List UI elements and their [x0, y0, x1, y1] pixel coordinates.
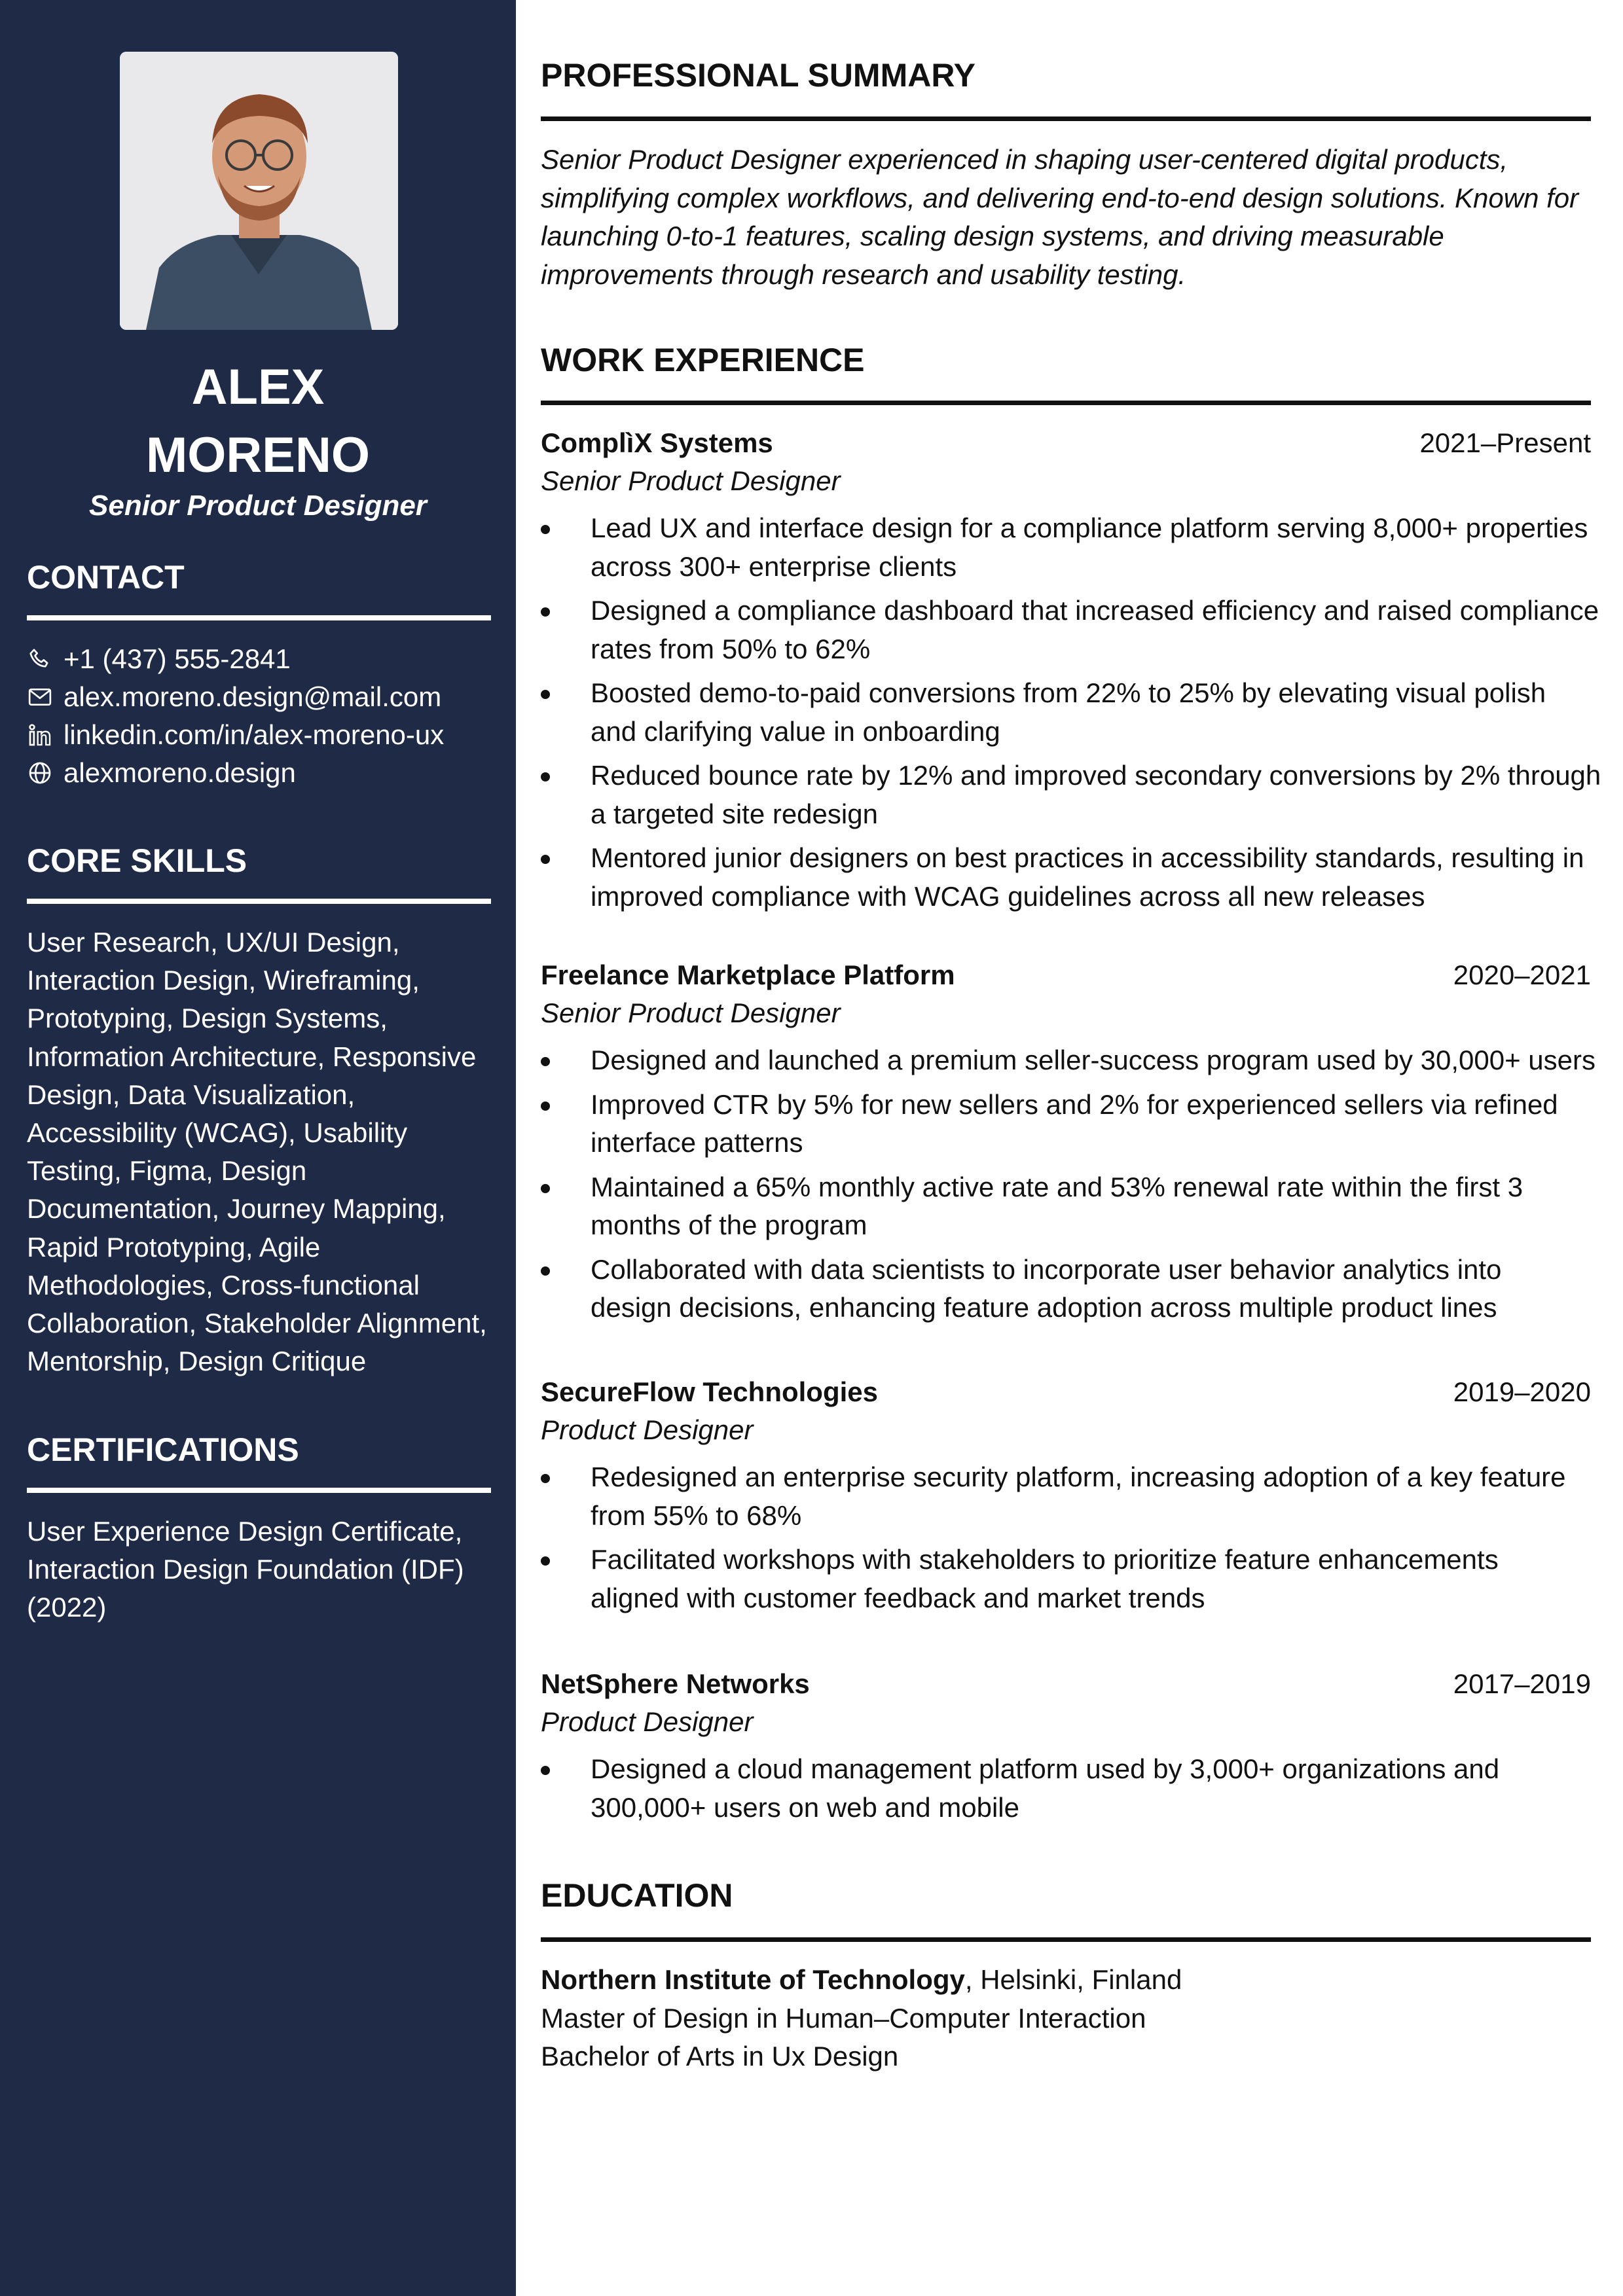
job-entry	[541, 424, 1601, 922]
job-bullet	[541, 1041, 1596, 1080]
job-dates: 2021–Present	[1419, 427, 1591, 458]
contact-divider	[27, 615, 491, 620]
certifications-heading: CERTIFICATIONS	[27, 1431, 299, 1468]
school-line	[541, 1961, 1182, 2000]
experience-divider	[541, 401, 1591, 405]
summary-text	[541, 141, 1591, 294]
skills-line: Collaboration, Stakeholder Alignment,	[27, 1308, 487, 1339]
skills-line: Design, Data Visualization,	[27, 1079, 356, 1110]
job-entry	[541, 956, 1596, 1333]
bullet-line: Facilitated workshops with stakeholders to prioritize feature enhancements	[591, 1544, 1499, 1575]
experience-heading: WORK EXPERIENCE	[541, 342, 865, 378]
mail-icon	[27, 684, 53, 710]
portrait-image	[120, 52, 398, 330]
skills-list	[27, 924, 498, 1380]
globe-icon	[27, 760, 53, 786]
certification-line: User Experience Design Certificate,	[27, 1516, 463, 1547]
skills-divider	[27, 899, 491, 904]
bullet-line: from 55% to 68%	[591, 1499, 802, 1531]
job-bullet	[541, 1168, 1591, 1245]
certifications-divider	[27, 1488, 491, 1493]
job-bullet	[541, 1458, 1591, 1535]
certification-line: Interaction Design Foundation (IDF)	[27, 1554, 464, 1585]
company-name: Freelance Marketplace Platform	[541, 960, 955, 990]
main-content	[541, 0, 1601, 2296]
bullet-line: Designed a compliance dashboard that increased efficiency and raised compliance	[591, 595, 1599, 626]
full-name	[0, 353, 516, 490]
job-bullet	[541, 1750, 1591, 1827]
bullet-line: 300,000+ users on web and mobile	[591, 1791, 1019, 1823]
job-bullet	[541, 757, 1601, 833]
job-bullet	[541, 1086, 1591, 1162]
skills-line: Methodologies, Cross-functional	[27, 1269, 420, 1300]
certifications-list	[27, 1513, 498, 1627]
bullet-line: Improved CTR by 5% for new sellers and 2% for experienced sellers via refined	[591, 1088, 1558, 1120]
job-title: Product Designer	[541, 1706, 754, 1737]
website-url: alexmoreno.design	[64, 757, 296, 788]
bullet-line: Reduced bounce rate by 12% and improved secondary conversions by 2% through	[591, 760, 1601, 791]
phone-number: +1 (437) 555-2841	[64, 643, 291, 674]
degree: Bachelor of Arts in Ux Design	[541, 2041, 899, 2072]
job-title: Product Designer	[541, 1414, 754, 1445]
job-entry	[541, 1665, 1591, 1833]
job-bullet	[541, 1251, 1591, 1327]
skills-line: Interaction Design, Wireframing,	[27, 965, 420, 996]
job-bullet	[541, 839, 1591, 916]
bullet-line: improved compliance with WCAG guidelines across all new releases	[591, 880, 1425, 912]
job-dates: 2020–2021	[1453, 960, 1591, 990]
education-heading: EDUCATION	[541, 1877, 733, 1914]
job-dates: 2019–2020	[1453, 1376, 1591, 1407]
bullet-line: interface patterns	[591, 1127, 803, 1158]
summary-line: Senior Product Designer experienced in shaping user-centered digital products,	[541, 144, 1508, 175]
bullet-line: rates from 50% to 62%	[591, 633, 871, 664]
school-location: , Helsinki, Finland	[964, 1964, 1182, 1995]
skills-line: Documentation, Journey Mapping,	[27, 1193, 446, 1225]
bullet-line: a targeted site redesign	[591, 798, 878, 829]
certification-line: (2022)	[27, 1592, 107, 1623]
contact-website[interactable]	[27, 754, 296, 792]
summary-line: launching 0-to-1 features, scaling design systems, and driving measurable	[541, 221, 1444, 251]
education-divider	[541, 1937, 1591, 1942]
job-bullet	[541, 674, 1591, 751]
skills-line: User Research, UX/UI Design,	[27, 927, 400, 958]
bullet-line: Designed and launched a premium seller-success program used by 30,000+ users	[591, 1045, 1596, 1075]
sidebar	[0, 0, 516, 2296]
bullet-line: Mentored junior designers on best practices in accessibility standards, resulting in	[591, 842, 1584, 873]
email-address: alex.moreno.design@mail.com	[64, 681, 442, 712]
job-role: Senior Product Designer	[89, 490, 427, 522]
bullet-line: Designed a cloud management platform used by 3,000+ organizations and	[591, 1753, 1500, 1784]
first-name: ALEX	[191, 359, 325, 415]
summary-line: improvements through research and usability testing.	[541, 259, 1186, 290]
bullet-line: Redesigned an enterprise security platform, increasing adoption of a key feature	[591, 1462, 1566, 1492]
company-name: NetSphere Networks	[541, 1668, 810, 1699]
summary-divider	[541, 117, 1591, 121]
bullet-line: Boosted demo-to-paid conversions from 22% to 25% by elevating visual polish	[591, 677, 1546, 708]
contact-phone[interactable]	[27, 640, 291, 678]
bullet-line: Collaborated with data scientists to incorporate user behavior analytics into	[591, 1253, 1502, 1285]
linkedin-icon	[27, 722, 53, 748]
job-bullet	[541, 1541, 1591, 1617]
company-name: ComplìX Systems	[541, 427, 773, 458]
bullet-line: Maintained a 65% monthly active rate and 53% renewal rate within the first 3	[591, 1171, 1523, 1202]
skills-line: Prototyping, Design Systems,	[27, 1003, 388, 1034]
school-name: Northern Institute of Technology	[541, 1964, 965, 1995]
bullet-line: design decisions, enhancing feature adoption across multiple product lines	[591, 1292, 1497, 1323]
bullet-line: and clarifying value in onboarding	[591, 715, 1000, 747]
contact-heading: CONTACT	[27, 559, 185, 596]
education-entry	[541, 1961, 1182, 2076]
contact-linkedin[interactable]	[27, 716, 444, 754]
bullet-line: across 300+ enterprise clients	[591, 550, 957, 582]
degree: Master of Design in Human–Computer Interaction	[541, 2002, 1146, 2034]
skills-line: Rapid Prototyping, Agile	[27, 1231, 321, 1263]
skills-line: Information Architecture, Responsive	[27, 1041, 477, 1072]
bullet-line: months of the program	[591, 1210, 867, 1240]
contact-email[interactable]	[27, 678, 441, 716]
profile-photo	[120, 52, 398, 330]
skills-line: Mentorship, Design Critique	[27, 1346, 367, 1377]
linkedin-url: linkedin.com/in/alex-moreno-ux	[64, 719, 445, 750]
job-title: Senior Product Designer	[541, 465, 841, 496]
last-name: MORENO	[146, 427, 370, 483]
summary-heading: PROFESSIONAL SUMMARY	[541, 57, 976, 94]
job-bullet	[541, 592, 1599, 668]
phone-icon	[27, 646, 53, 672]
job-title: Senior Product Designer	[541, 997, 841, 1028]
job-bullet	[541, 509, 1591, 586]
job-entry	[541, 1373, 1591, 1623]
company-name: SecureFlow Technologies	[541, 1376, 878, 1407]
bullet-line: aligned with customer feedback and market trends	[591, 1582, 1205, 1613]
summary-line: simplifying complex workflows, and delivering end-to-end design solutions. Known for	[541, 182, 1579, 213]
skills-line: Accessibility (WCAG), Usability	[27, 1117, 408, 1149]
job-dates: 2017–2019	[1453, 1668, 1591, 1699]
bullet-line: Lead UX and interface design for a compliance platform serving 8,000+ properties	[591, 512, 1588, 543]
skills-line: Testing, Figma, Design	[27, 1155, 307, 1187]
skills-heading: CORE SKILLS	[27, 842, 247, 879]
